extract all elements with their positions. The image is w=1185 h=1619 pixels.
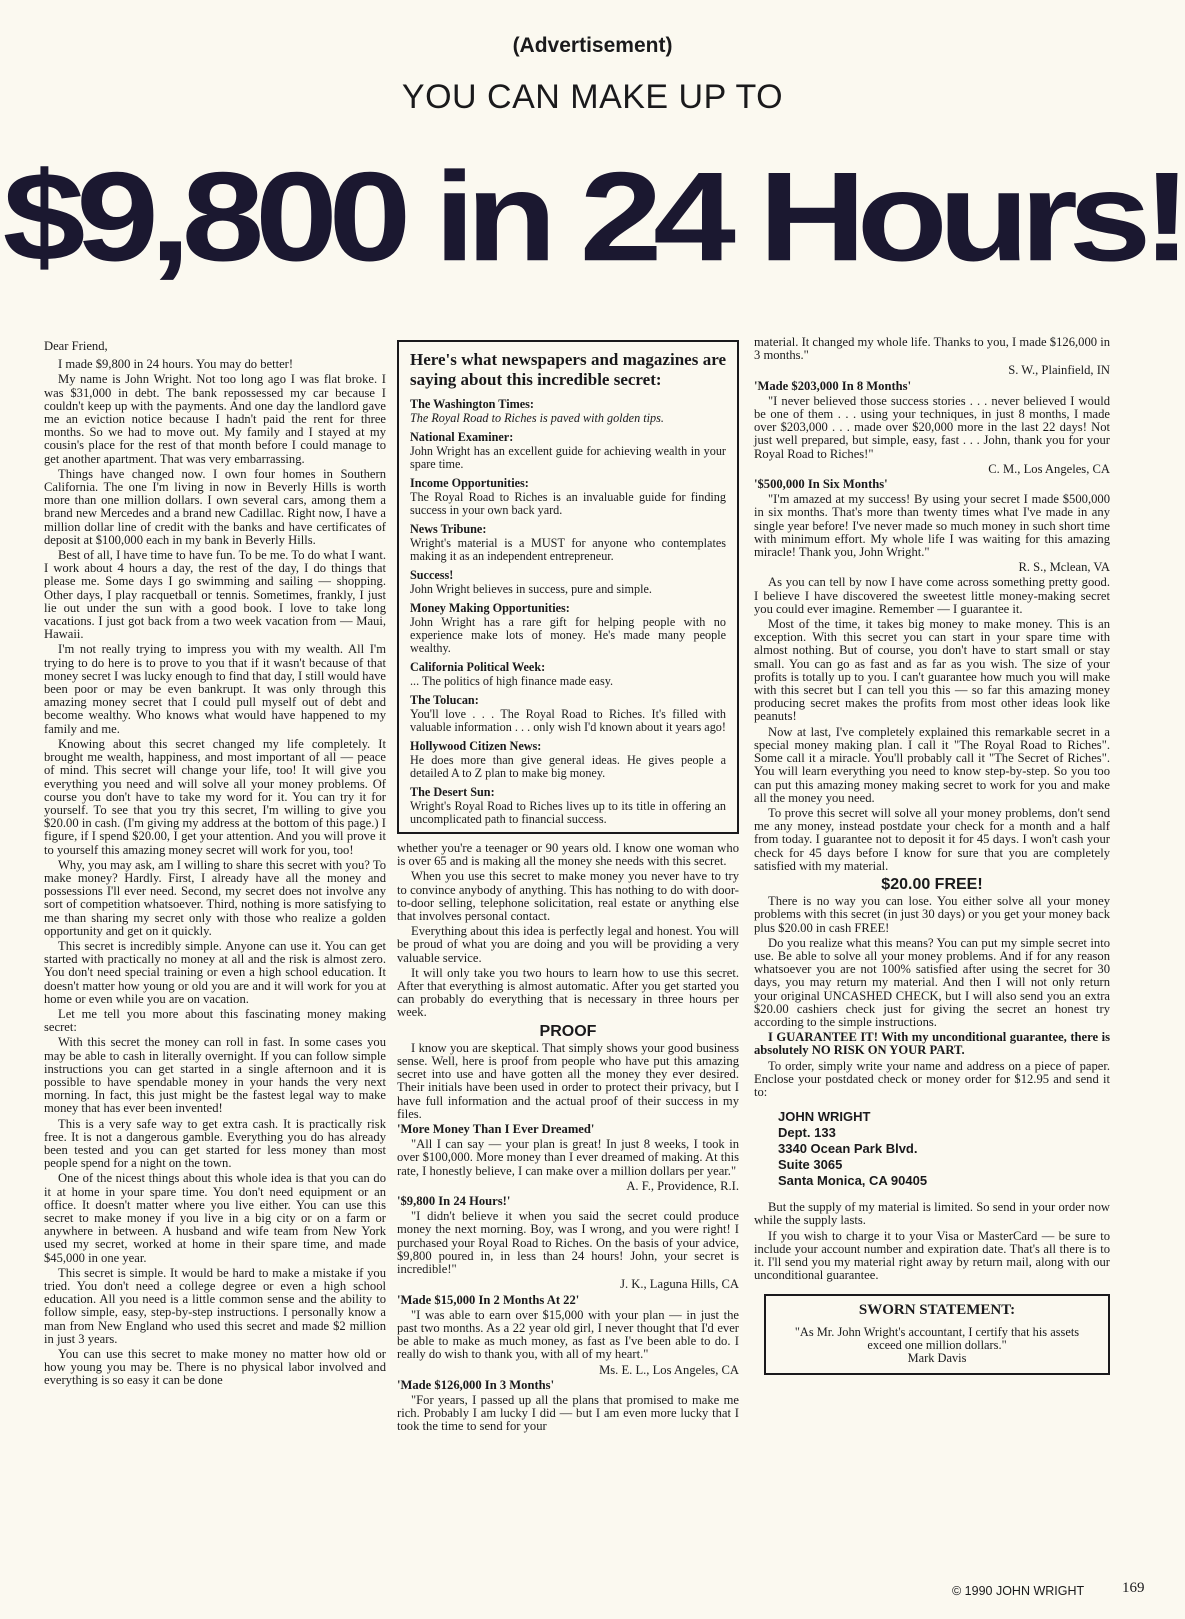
- proof-heading: PROOF: [539, 1022, 597, 1040]
- press-source: Hollywood Citizen News:: [410, 739, 542, 753]
- paragraph: Now at last, I've completely explained this remarkable secret in a special money making plan. I call it "The Royal Road to Riches". Some call it a miracle. You'll probably call it "The Secret of Riches". You will learn everything you need to know step-by-step. So you too can put this amazing money making secret to work for you and make all the money you need.: [754, 724, 1110, 805]
- advertisement-tag: (Advertisement): [512, 34, 673, 57]
- testimonial-heading: 'More Money Than I Ever Dreamed': [397, 1122, 595, 1137]
- press-item: [410, 740, 726, 780]
- press-quote: John Wright has a rare gift for helping people with no experience make lots of money. He's made many people wealthy.: [410, 615, 726, 655]
- paragraph: This secret is incredibly simple. Anyone can use it. You can get started with practically no money at all and the risk is almost zero. You don't need special training or even a high school education. It doesn't matter how young or old you are and it will work for you at home or even while you are on vacation.: [44, 938, 386, 1006]
- column-left: [44, 340, 386, 1390]
- press-item: [410, 786, 726, 826]
- paragraph: This is a very safe way to get extra cash. It is practically risk free. It is not a dangerous gamble. Everything you do has already been tested and you can get started for less money than most people spend for a night on the town.: [44, 1116, 386, 1171]
- press-item: [410, 523, 726, 563]
- press-quote: He does more than give general ideas. He gives people a detailed A to Z plan to make big money.: [410, 753, 726, 780]
- press-quote: Wright's material is a MUST for anyone who contemplates making it as an independent entrepreneur.: [410, 536, 726, 563]
- press-quote: The Royal Road to Riches is paved with golden tips.: [410, 411, 664, 425]
- press-item: [410, 431, 726, 471]
- paragraph: Everything about this idea is perfectly legal and honest. You will be proud of what you are doing and you will be providing a very valuable service.: [397, 924, 739, 965]
- press-source: National Examiner:: [410, 430, 514, 444]
- paragraph: It will only take you two hours to learn how to use this secret. After that everything is almost automatic. After you get started you can probably do everything that is necessary in three hours per week.: [397, 965, 739, 1020]
- headline: $9,800 in 24 Hours!: [2, 146, 1183, 288]
- testimonial-heading: 'Made $203,000 In 8 Months': [754, 378, 912, 393]
- column-right: [754, 336, 1110, 1375]
- testimonial-signature: A. F., Providence, R.I.: [626, 1178, 739, 1193]
- press-source: The Washington Times:: [410, 397, 534, 411]
- press-item: [410, 694, 726, 734]
- paragraph: This secret is simple. It would be hard to make a mistake if you tried. You don't need a college degree or even a high school education. All you need is a little common sense and the ability to follow simple, easy, step-by-step instructions. I personally know a man from New England who used this secret and made $2 million in just 3 years.: [44, 1265, 386, 1346]
- subheadline: YOU CAN MAKE UP TO: [401, 78, 784, 116]
- paragraph: I'm not really trying to impress you with my wealth. All I'm trying to do here is to prove to you that if it wasn't because of that money secret I was lucky enough to find that day, I still would have been poor or may be even bankrupt. It was only through this amazing money secret that I could pull myself out of debt and become wealthy. Who knows what would have happened to my family and me.: [44, 642, 386, 736]
- copyright-notice: © 1990 JOHN WRIGHT: [952, 1584, 1085, 1598]
- address-line: JOHN WRIGHT: [778, 1109, 871, 1125]
- address-line: 3340 Ocean Park Blvd.: [778, 1141, 918, 1157]
- paragraph: One of the nicest things about this whole idea is that you can do it at home in your spare time. You don't need equipment or an office. It doesn't matter where you live either. You can use this secret to make money if you live in a big city or on a farm or anywhere in between. A husband and wife team from New York used my secret, worked at home in their spare time, and made $45,000 in one year.: [44, 1171, 386, 1265]
- testimonial-signature: S. W., Plainfield, IN: [1008, 363, 1110, 378]
- press-source: Money Making Opportunities:: [410, 601, 570, 615]
- paragraph: There is no way you can lose. You either solve all your money problems with this secret (in just 30 days) or you get your money back plus $20.00 in cash FREE!: [754, 894, 1110, 935]
- order-instructions: To order, simply write your name and address on a piece of paper. Enclose your postdated check or money order for $12.95 and send it to:: [754, 1058, 1110, 1099]
- paragraph: If you wish to charge it to your Visa or MasterCard — be sure to include your account number and expiration date. That's all there is to it. I'll send you my material right away by return mail, along with our unconditional guarantee.: [754, 1228, 1110, 1283]
- press-item: [410, 398, 726, 425]
- paragraph: Do you realize what this means? You can put my simple secret into use. Be able to solve all your money problems. And if for any reason whatsoever you are not 100% satisfied after using the secret for 30 days, you may return my material. And then I will not only return your original UNCASHED CHECK, but I will also send you an extra $20.00 cashiers check just for giving the secret an honest try according to the simple instructions.: [754, 935, 1110, 1029]
- address-line: Suite 3065: [778, 1157, 843, 1173]
- free-heading: $20.00 FREE!: [881, 875, 983, 893]
- press-item: [410, 661, 726, 688]
- paragraph: To prove this secret will solve all your money problems, don't send me any money, instead postdate your check for a month and a half from today. I guarantee not to deposit it for 45 days. I won't cash your check for 45 days before I know for sure that you are completely satisfied with my material.: [754, 805, 1110, 873]
- paragraph: Why, you may ask, am I willing to share this secret with you? To make money? Hardly. First, I already have all the money and possessions I'll ever need. Second, my secret does not involve any sort of competition whatsoever. Third, nothing is more satisfying to me than sharing my secret only with those who realize a golden opportunity and get on it quickly.: [44, 857, 386, 938]
- testimonial-text: "For years, I passed up all the plans that promised to make me rich. Probably I am lucky I did — but I am even more lucky that I took the time to send for your: [397, 1392, 739, 1434]
- press-quote: John Wright believes in success, pure and simple.: [410, 582, 652, 596]
- press-source: California Political Week:: [410, 660, 546, 674]
- sworn-title: SWORN STATEMENT:: [858, 1302, 1016, 1319]
- press-source: The Tolucan:: [410, 693, 479, 707]
- paragraph: Best of all, I have time to have fun. To be me. To do what I want. I work about 4 hours a day, the rest of the day, I do things that please me. Some days I go swimming and sailing — shopping. Other days, I play racquetball or tennis. Sometimes, frankly, I just lie out under the sun with a good book. I love to take long vacations. I just got back from a two week vacation from — Maui, Hawaii.: [44, 548, 386, 642]
- paragraph: You can use this secret to make money no matter how old or how young you may be. There is no physical labor involved and everything is so easy it can be done: [44, 1347, 386, 1388]
- press-item: [410, 569, 726, 596]
- testimonial-signature: J. K., Laguna Hills, CA: [620, 1277, 739, 1292]
- press-source: Success!: [410, 568, 454, 582]
- press-quote: John Wright has an excellent guide for achieving wealth in your spare time.: [410, 444, 726, 471]
- greeting: Dear Friend,: [44, 339, 108, 353]
- press-quote: The Royal Road to Riches is an invaluable guide for finding success in your own back yard.: [410, 490, 726, 517]
- press-item: [410, 602, 726, 655]
- paragraph: Most of the time, it takes big money to make money. This is an exception. With this secret you can start in your spare time with almost nothing. But of course, you don't have to start small or stay small. You can go as fast and as far as you wish. The size of your profits is totally up to you. I can't guarantee how much you will make with this secret but I can tell you this — so far this amazing money producing secret makes the profits from most other ideas look like peanuts!: [754, 617, 1110, 724]
- press-source: News Tribune:: [410, 522, 487, 536]
- paragraph: But the supply of my material is limited. So send in your order now while the supply lasts.: [754, 1200, 1110, 1228]
- column-middle: [397, 340, 739, 1436]
- testimonial-signature: C. M., Los Angeles, CA: [988, 461, 1110, 476]
- testimonial-text: "All I can say — your plan is great! In just 8 weeks, I took in over $100,000. More money than I ever dreamed of making. At this rate, I honestly believe, I can make over a million dollars per year.": [397, 1137, 739, 1178]
- testimonial-heading: 'Made $15,000 In 2 Months At 22': [397, 1292, 580, 1307]
- press-box-title: Here's what newspapers and magazines are saying about this incredible secret:: [410, 350, 726, 389]
- press-quote: You'll love . . . The Royal Road to Riches. It's filled with valuable information . . . only wish I'd known about it years ago!: [410, 707, 726, 734]
- page-number: 169: [1122, 1580, 1145, 1596]
- proof-intro: I know you are skeptical. That simply shows your good business sense. Well, here is proof from people who have put this amazing secret into use and have gotten all the money they ever desired. Their initials have been used in order to protect their privacy, but I have full information and the actual proof of their success in my files.: [397, 1040, 739, 1121]
- mailing-address: [778, 1109, 1110, 1189]
- testimonial-text: "I'm amazed at my success! By using your secret I made $500,000 in six months. That's more than twenty times what I've made in any single year before! I've never made so much money in such short time with minimum effort. My whole life I was waiting for this amazing miracle! Thank you, John Wright.": [754, 492, 1110, 560]
- press-quote: ... The politics of high finance made easy.: [410, 674, 614, 688]
- press-source: The Desert Sun:: [410, 785, 495, 799]
- paragraph: whether you're a teenager or 90 years old. I know one woman who is over 65 and is making all the money she needs with this secret.: [397, 841, 739, 869]
- sworn-signature: Mark Davis: [907, 1351, 967, 1365]
- testimonial-signature: R. S., Mclean, VA: [1018, 560, 1110, 575]
- sworn-statement-box: [764, 1294, 1110, 1375]
- testimonial-text: "I was able to earn over $15,000 with your plan — in just the past two months. As a 22 year old girl, I never thought that I'd ever be able to make as much money, as fast as I've been able to do. I really do wish to thank you, with all of my heart.": [397, 1307, 739, 1362]
- paragraph: Things have changed now. I own four homes in Southern California. The one I'm living in now in Beverly Hills is worth more than one million dollars. I own several cars, among them a brand new Mercedes and a brand new Cadillac. Right now, I have a million dollar line of credit with the banks and have certificates of deposit at $100,000 each in my bank in Beverly Hills.: [44, 466, 386, 547]
- paragraph: Knowing about this secret changed my life completely. It brought me wealth, happiness, and most important of all — peace of mind. This secret will change your life, too! It will give you everything you need and will solve all your money problems. Of course you don't have to take my word for it. You can try it for yourself. To see that you try this secret, I'm willing to give you $20.00 in cash. (I'm giving my address at the bottom of this page.) I figure, if I spend $20.00, I get your attention. And you will prove it to yourself this amazing money secret will work for you, too!: [44, 736, 386, 857]
- press-quotes-box: [397, 340, 739, 834]
- testimonial-text: "I never believed those success stories . . . never believed I would be one of them . . . using your techniques, in just 8 months, I made over $203,000 . . . made over $20,000 more in the last 22 days! Not just well prepared, but simple, easy, fast . . . John, thank you for your Royal Road to Riches!": [754, 393, 1110, 461]
- press-item: [410, 477, 726, 517]
- testimonial-heading: 'Made $126,000 In 3 Months': [397, 1377, 555, 1392]
- press-source: Income Opportunities:: [410, 476, 529, 490]
- testimonial-signature: Ms. E. L., Los Angeles, CA: [599, 1362, 739, 1377]
- address-line: Santa Monica, CA 90405: [778, 1173, 928, 1189]
- testimonial-heading: '$9,800 In 24 Hours!': [397, 1194, 511, 1209]
- testimonial-continued: material. It changed my whole life. Thanks to you, I made $126,000 in 3 months.": [754, 335, 1110, 363]
- testimonial-text: "I didn't believe it when you said the secret could produce money the next morning. Boy, was I wrong, and you were right! I purchased your Royal Road to Riches. On the basis of your advice, $9,800 poured in, in less than 24 hours! John, your secret is incredible!": [397, 1209, 739, 1277]
- sworn-text: "As Mr. John Wright's accountant, I certify that his assets exceed one million dollars.": [794, 1324, 1080, 1352]
- paragraph: My name is John Wright. Not too long ago I was flat broke. I was $31,000 in debt. The bank repossessed my car because I couldn't keep up with the payments. And one day the landlord gave me an eviction notice because I hadn't paid the rent for three months. So we had to move out. My family and I stayed at my cousin's place for the rest of that month before I could manage to get another apartment. That was very embarrassing.: [44, 372, 386, 466]
- paragraph: With this secret the money can roll in fast. In some cases you may be able to cash in literally overnight. If you can follow simple instructions you can get started in a single afternoon and it is possible to have spendable money in your hands the very next morning. In fact, this just might be the fastest legal way to make money that has ever been invented!: [44, 1035, 386, 1116]
- paragraph: As you can tell by now I have come across something pretty good. I believe I have discovered the sweetest little money-making secret you could ever imagine. Remember — I guarantee it.: [754, 575, 1110, 616]
- testimonial-heading: '$500,000 In Six Months': [754, 477, 888, 492]
- paragraph: When you use this secret to make money you never have to try to convince anybody of anything. This has nothing to do with door-to-door selling, telephone solicitation, real estate or anything else that involves personal contact.: [397, 869, 739, 924]
- guarantee-statement: I GUARANTEE IT! With my unconditional guarantee, there is absolutely NO RISK ON YOUR PART.: [754, 1030, 1110, 1058]
- paragraph: I made $9,800 in 24 hours. You may do better!: [58, 357, 294, 372]
- address-line: Dept. 133: [778, 1125, 836, 1141]
- paragraph: Let me tell you more about this fascinating money making secret:: [44, 1006, 386, 1035]
- press-quote: Wright's Royal Road to Riches lives up to its title in offering an uncomplicated path to financial success.: [410, 799, 726, 826]
